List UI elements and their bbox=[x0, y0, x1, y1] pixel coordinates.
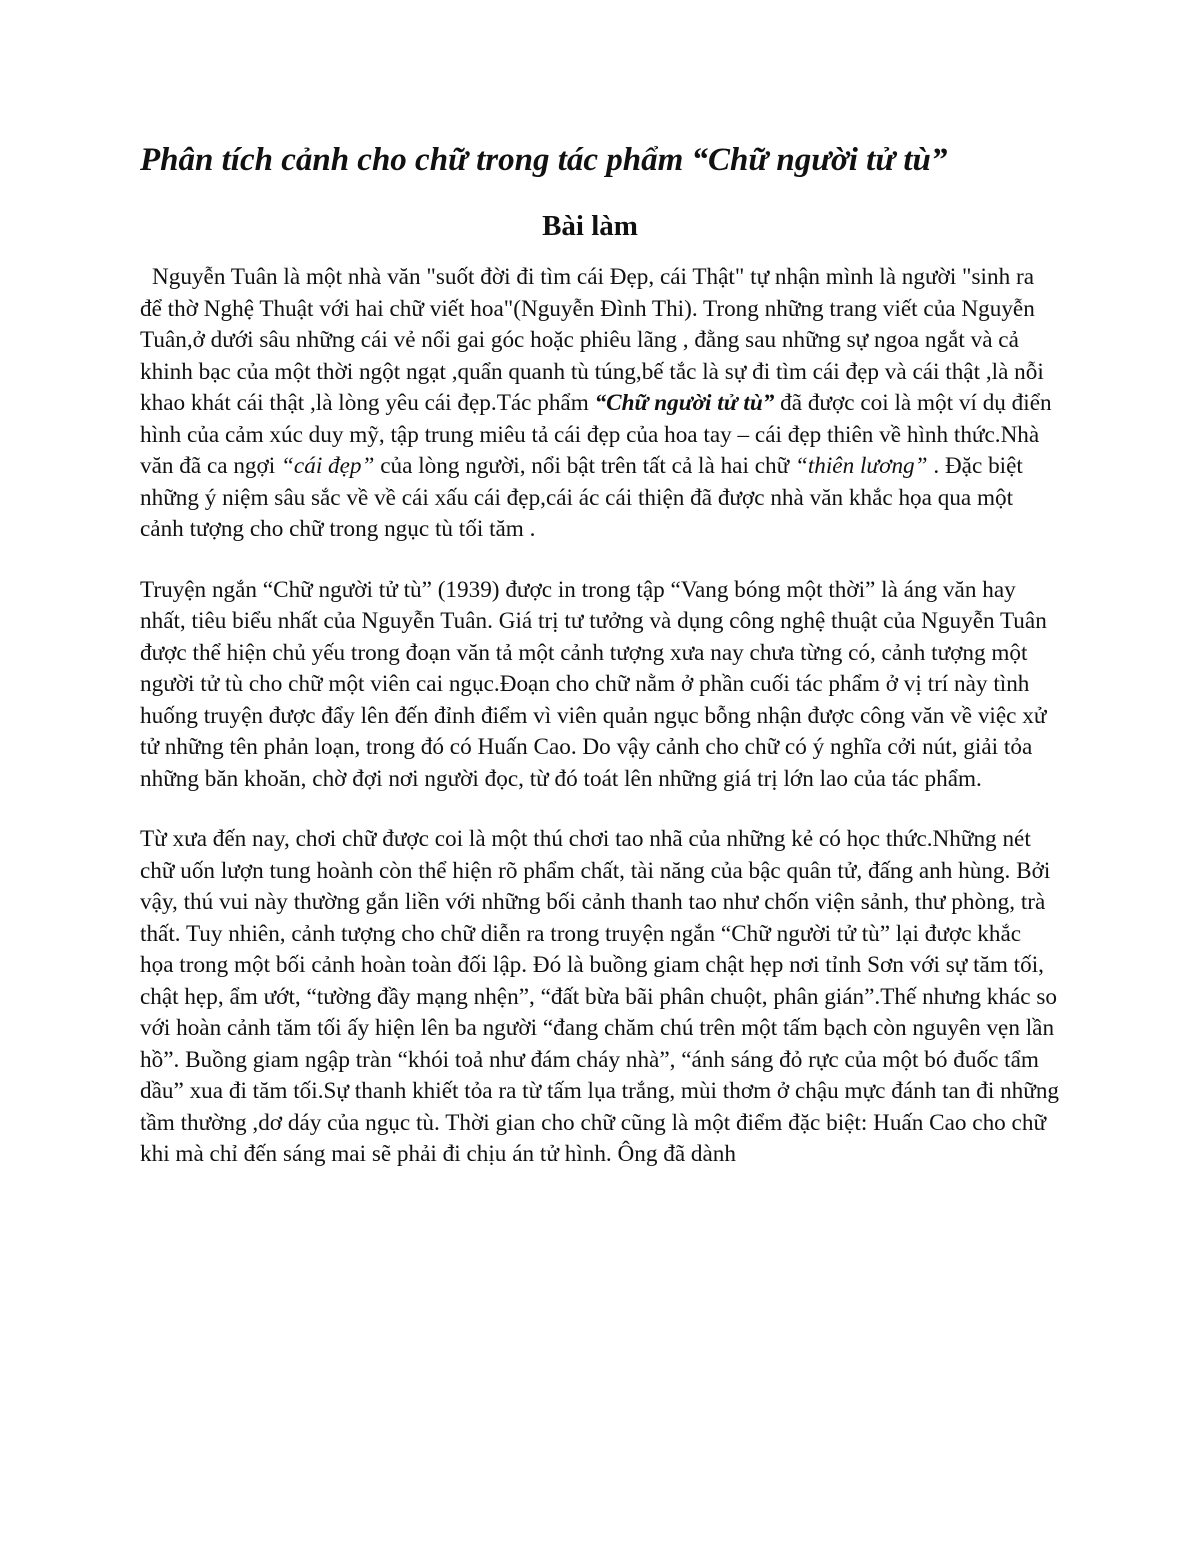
paragraph-1-text-d: . Đặc biệt những ý niệm sâu sắc về về cái xấu cái đẹp,cái ác cái thiện đã được nhà văn khắc họa qua một cảnh tượng cho chữ trong ngục tù tối tăm . bbox=[140, 453, 1023, 542]
paragraph-3: Từ xưa đến nay, chơi chữ được coi là một thú chơi tao nhã của những kẻ có học thức.Những nét chữ uốn lượn tung hoành còn thể hiện rõ phẩm chất, tài năng của bậc quân tử, đấng anh hùng. Bởi vậy, thú vui này thường gắn liền với những bối cảnh thanh tao như chốn viện sảnh, thư phòng, trà thất. Tuy nhiên, cảnh tượng cho chữ diễn ra trong truyện ngắn “Chữ người tử tù” lại được khắc họa trong một bối cảnh hoàn toàn đối lập. Đó là buồng giam chật hẹp nơi tỉnh Sơn với sự tăm tối, chật hẹp, ẩm ướt, “tường đầy mạng nhện”, “đất bừa bãi phân chuột, phân gián”.Thế nhưng khác so với hoàn cảnh tăm tối ấy hiện lên ba người “đang chăm chú trên một tấm bạch còn nguyên vẹn lần hồ”. Buồng giam ngập tràn “khói toả như đám cháy nhà”, “ánh sáng đỏ rực của một bó đuốc tẩm dầu” xua đi tăm tối.Sự thanh khiết tỏa ra từ tấm lụa trắng, mùi thơm ở chậu mực đánh tan đi những tầm thường ,dơ dáy của ngục tù. Thời gian cho chữ cũng là một điểm đặc biệt: Huấn Cao cho chữ khi mà chỉ đến sáng mai sẽ phải đi chịu án tử hình. Ông đã dành bbox=[140, 826, 1060, 1167]
document-subtitle: Bài làm bbox=[542, 210, 638, 242]
paragraph-spacer bbox=[140, 795, 1060, 824]
paragraph-2: Truyện ngắn “Chữ người tử tù” (1939) được in trong tập “Vang bóng một thời” là áng văn hay nhất, tiêu biểu nhất của Nguyễn Tuân. Giá trị tư tưởng và dụng công nghệ thuật của Nguyễn Tuân được thể hiện chủ yếu trong đoạn văn tả một cảnh tượng xưa nay chưa từng có, cảnh tượng một người tử tù cho chữ một viên cai ngục.Đoạn cho chữ nằm ở phần cuối tác phẩm ở vị trí này tình huống truyện được đẩy lên đến đỉnh điểm vì viên quản ngục bỗng nhận được công văn về việc xử tử những tên phản loạn, trong đó có Huấn Cao. Do vậy cảnh cho chữ có ý nghĩa cởi nút, giải tỏa những băn khoăn, chờ đợi nơi người đọc, từ đó toát lên những giá trị lớn lao của tác phẩm. bbox=[140, 576, 1047, 792]
document-page bbox=[140, 138, 1060, 1171]
paragraph-1-text-c: của lòng người, nổi bật trên tất cả là hai chữ bbox=[374, 453, 795, 479]
paragraph-1-text-a: Nguyễn Tuân là một nhà văn "suốt đời đi tìm cái Đẹp, cái Thật" tự nhận mình là người "sinh ra để thờ Nghệ Thuật với hai chữ viết hoa"(Nguyễn Đình Thi). Trong những trang viết của Nguyễn Tuân,ở dưới sâu những cái vẻ nổi gai góc hoặc phiêu lãng , đằng sau những sự ngoa ngắt và cả khinh bạc của một thời ngột ngạt ,quẩn quanh tù túng,bế tắc là sự đi tìm cái đẹp và cái thật ,là nỗi khao khát cái thật ,là lòng yêu cái đẹp.Tác phẩm bbox=[140, 264, 1044, 416]
work-title-emphasis: “Chữ người tử tù” bbox=[594, 390, 775, 416]
paragraph-1-text-b: đã được coi là một ví dụ điển hình của cảm xúc duy mỹ, tập trung miêu tả cái đẹp của hoa tay – cái đẹp thiên về hình thức.Nhà văn đã ca ngợi bbox=[140, 390, 1052, 479]
paragraph-spacer bbox=[140, 546, 1060, 575]
document-title: Phân tích cảnh cho chữ trong tác phẩm “Chữ người tử tù” bbox=[140, 142, 948, 178]
paragraph-1 bbox=[140, 262, 1060, 546]
beauty-emphasis: “cái đẹp” bbox=[281, 453, 375, 479]
virtue-emphasis: “thiên lương” bbox=[794, 453, 928, 479]
